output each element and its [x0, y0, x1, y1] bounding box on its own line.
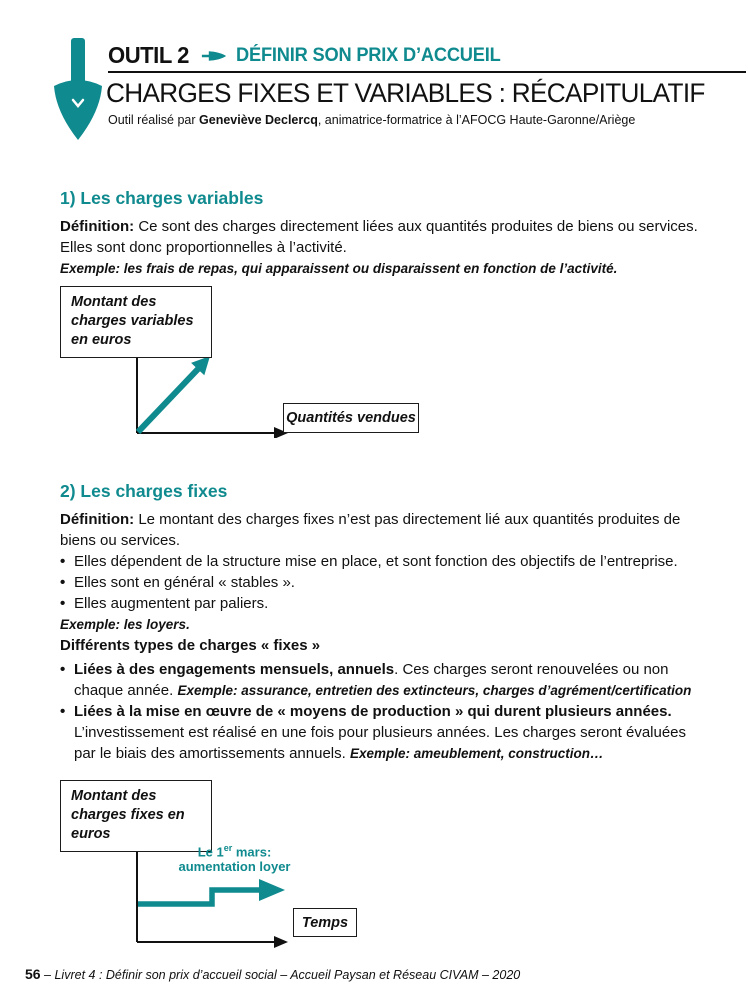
annotation-line2: aumentation loyer [178, 859, 291, 875]
bullet1-text: . Ces charges seront renouvelées ou non chaque année. [74, 661, 669, 699]
trowel-icon [50, 38, 106, 142]
step-trend-line [138, 890, 260, 904]
section-charges-fixes [60, 481, 702, 648]
types-heading: Différents types de charges « fixes » [60, 637, 321, 654]
diagram1-y-axis-label: Montant des charges variables en euros [60, 286, 212, 358]
definition-label: Définition: [60, 218, 135, 235]
annotation-superscript: er [223, 843, 233, 853]
bullet2-lead: Liées à la mise en œuvre de « moyens de production » qui durent plusieurs années. [74, 703, 672, 720]
section1-definition [60, 216, 702, 237]
diagram2-x-axis-label: Temps [293, 908, 357, 937]
rising-trend-arrow [138, 369, 198, 432]
section2-heading: 2) Les charges fixes [60, 481, 228, 501]
definition-text: Le montant des charges fixes n’est pas directement lié aux quantités produites de biens ou services. [60, 511, 681, 549]
step-trend-arrowhead [259, 879, 285, 901]
bullet1-lead: Liées à des engagements mensuels, annuels [74, 661, 395, 678]
types-bullet-2 [60, 701, 702, 764]
rent-increase-annotation [152, 843, 317, 875]
annotation-prefix: Le 1 [197, 844, 224, 860]
section-types-charges-fixes [60, 637, 702, 764]
diagram2-y-axis-label: Montant des charges fixes en euros [60, 780, 212, 852]
pointing-hand-icon [201, 48, 227, 64]
tool-subtitle: DÉFINIR SON PRIX D’ACCUEIL [236, 44, 501, 66]
types-bullet-1 [60, 659, 702, 701]
page-number: 56 [25, 966, 41, 982]
credit-line [108, 113, 635, 127]
variable-charges-diagram [60, 286, 460, 438]
bullet1-example: Exemple: assurance, entretien des extincteurs, charges d’agrément/certification [177, 683, 692, 698]
section1-example: Exemple: les frais de repas, qui apparaissent ou disparaissent en fonction de l’activité. [60, 261, 618, 276]
fixed-charges-diagram [60, 780, 460, 950]
annotation-suffix: mars: [232, 844, 272, 860]
tool-header [108, 42, 512, 69]
section2-example: Exemple: les loyers. [60, 617, 190, 632]
credit-suffix: , animatrice-formatrice à l’AFOCG Haute-Garonne/Ariège [317, 113, 636, 127]
tool-number-label: OUTIL 2 [108, 42, 189, 68]
section1-heading: 1) Les charges variables [60, 188, 264, 208]
x-axis-arrowhead [274, 936, 288, 948]
definition-label: Définition: [60, 511, 135, 528]
definition-text: Ce sont des charges directement liées aux quantités produites de biens ou services. [134, 218, 698, 235]
credit-author-name: Geneviève Declercq [199, 113, 318, 127]
section2-bullet-1: • Elles dépendent de la structure mise en place, et sont fonction des objectifs de l’entreprise. [60, 551, 702, 572]
section2-bullet-2: • Elles sont en général « stables ». [60, 572, 702, 593]
bullet2-text: L’investissement est réalisé en une fois pour plusieurs années. Les charges seront évaluées par le biais des amortissements annuels. [74, 724, 687, 762]
diagram1-x-axis-label: Quantités vendues [283, 403, 419, 433]
footer-text: – Livret 4 : Définir son prix d’accueil social – Accueil Paysan et Réseau CIVAM – 2020 [40, 968, 521, 982]
credit-prefix: Outil réalisé par [108, 113, 200, 127]
section2-bullet-3: • Elles augmentent par paliers. [60, 593, 702, 614]
section2-definition [60, 509, 702, 551]
section-charges-variables [60, 188, 702, 292]
section1-line2: Elles sont donc proportionnelles à l’activité. [60, 239, 347, 256]
bullet2-example: Exemple: ameublement, construction… [349, 746, 604, 761]
page-footer [25, 966, 520, 982]
page-title: CHARGES FIXES ET VARIABLES : RÉCAPITULATIF [106, 78, 705, 108]
header-divider [108, 71, 746, 73]
